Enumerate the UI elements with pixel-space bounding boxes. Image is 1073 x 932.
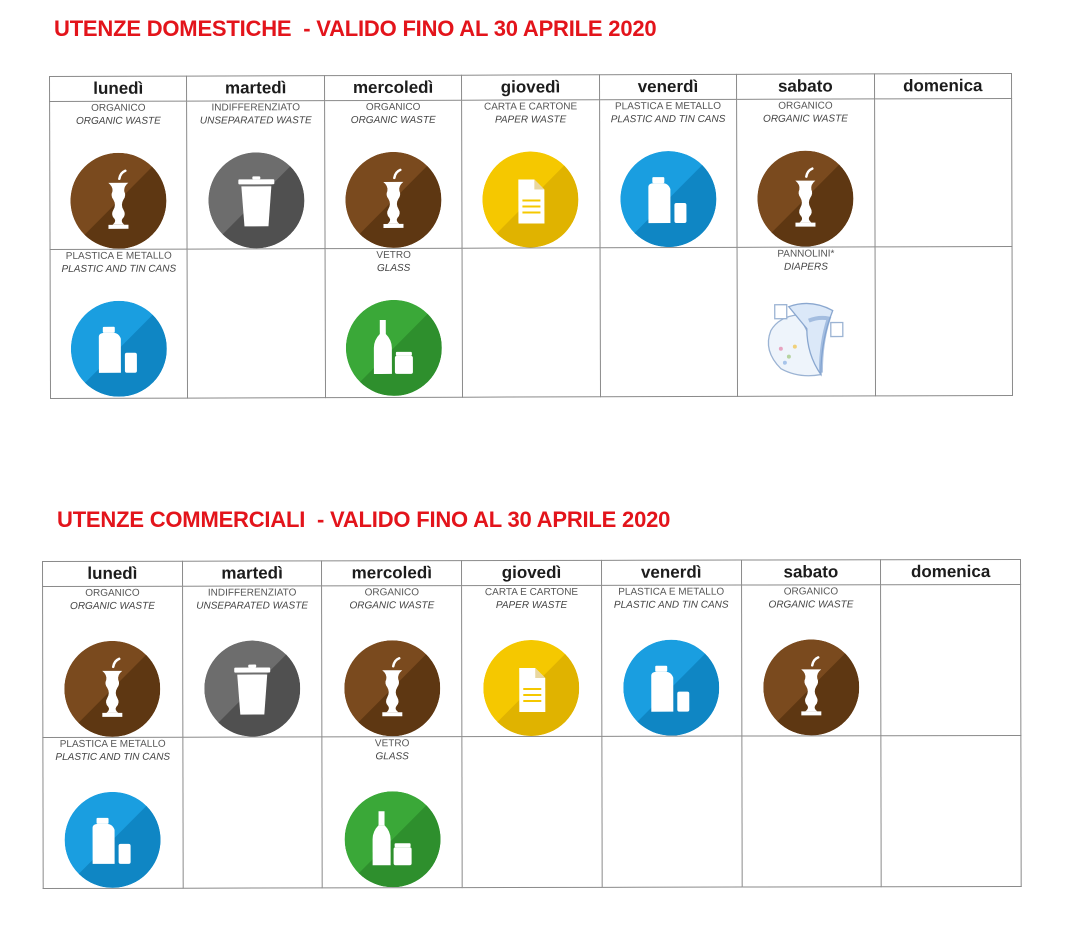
header-row <box>50 73 1012 101</box>
schedule-table-commercial <box>42 559 1022 889</box>
waste-label-en: ORGANIC WASTE <box>70 600 155 612</box>
section-title-domestic: UTENZE DOMESTICHE - VALIDO FINO AL 30 APRILE 2020 <box>54 16 657 41</box>
collection-cell-plastic <box>601 585 741 736</box>
waste-label-en: ORGANIC WASTE <box>75 115 161 127</box>
waste-label-it: VETRO <box>376 249 411 261</box>
waste-label-en: ORGANIC WASTE <box>768 599 854 611</box>
trash-bin-icon <box>204 640 300 736</box>
day-header: sabato <box>737 74 874 99</box>
waste-label-en: PLASTIC AND TIN CANS <box>610 113 726 126</box>
waste-label-en: GLASS <box>376 262 411 274</box>
header-row <box>43 559 1021 586</box>
apple-core-icon <box>345 152 441 248</box>
schedule-row <box>50 246 1012 398</box>
empty-cell <box>602 736 742 887</box>
waste-label-it: ORGANICO <box>778 100 833 112</box>
empty-cell <box>462 736 602 887</box>
empty-cell <box>881 735 1021 886</box>
waste-label-en: PAPER WASTE <box>494 114 567 126</box>
apple-core-icon <box>70 153 166 249</box>
waste-label-it: PLASTICA E METALLO <box>614 100 721 113</box>
empty-cell <box>183 737 323 888</box>
empty-cell <box>741 736 881 887</box>
apple-core-icon <box>763 639 859 735</box>
glass-bottle-jar-icon <box>344 791 440 887</box>
day-header: lunedì <box>43 561 183 586</box>
diaper-icon <box>738 290 875 380</box>
day-header: domenica <box>874 73 1012 98</box>
apple-core-icon <box>65 641 161 737</box>
day-header: lunedì <box>50 76 187 101</box>
waste-label-en: PAPER WASTE <box>495 599 568 612</box>
apple-core-icon <box>344 640 440 736</box>
waste-label-en: ORGANIC WASTE <box>349 600 435 612</box>
schedule-row <box>50 98 1012 249</box>
schedule-row <box>43 584 1021 737</box>
waste-label-it: PLASTICA E METALLO <box>59 738 166 750</box>
waste-label-it: VETRO <box>374 738 410 750</box>
collection-cell-plastic <box>50 249 188 398</box>
day-header: giovedì <box>462 75 599 100</box>
waste-label-it: ORGANICO <box>365 101 421 114</box>
collection-cell-organic <box>50 101 188 249</box>
paper-document-icon <box>483 151 579 247</box>
glass-bottle-jar-icon <box>346 300 442 396</box>
schedule-table-domestic <box>49 73 1013 399</box>
collection-cell-organic <box>737 99 875 247</box>
collection-cell-paper <box>462 100 600 248</box>
waste-label-it: ORGANICO <box>85 587 140 599</box>
waste-label-it: ORGANICO <box>91 102 146 114</box>
bottle-and-can-icon <box>620 151 716 247</box>
apple-core-icon <box>758 150 854 246</box>
section-title-commercial: UTENZE COMMERCIALI - VALIDO FINO AL 30 APRILE 2020 <box>57 507 671 532</box>
waste-label-en: ORGANIC WASTE <box>350 114 436 127</box>
collection-cell-unseparated <box>182 586 322 737</box>
empty-cell <box>881 584 1021 735</box>
waste-label-en: PLASTIC AND TIN CANS <box>613 599 729 611</box>
collection-cell-organic <box>324 100 462 248</box>
waste-label-it: PLASTICA E METALLO <box>618 586 725 598</box>
day-header: giovedì <box>462 560 602 585</box>
bottle-and-can-icon <box>71 301 167 397</box>
waste-label-it: CARTA E CARTONE <box>484 586 579 599</box>
waste-label-en: DIAPERS <box>783 261 828 273</box>
collection-cell-diapers <box>737 247 875 396</box>
day-header: mercoledì <box>322 561 462 586</box>
empty-cell <box>875 246 1013 395</box>
empty-cell <box>600 247 738 396</box>
collection-cell-glass <box>322 737 462 888</box>
bottle-and-can-icon <box>623 640 719 736</box>
waste-label-en: PLASTIC AND TIN CANS <box>61 263 177 275</box>
waste-label-en: ORGANIC WASTE <box>763 113 848 125</box>
collection-cell-plastic <box>43 737 183 888</box>
collection-cell-unseparated <box>187 101 325 249</box>
day-header: sabato <box>741 560 881 585</box>
day-header: mercoledì <box>324 75 461 100</box>
empty-cell <box>462 248 600 397</box>
collection-cell-organic <box>322 586 462 737</box>
bottle-and-can-icon <box>65 792 161 888</box>
empty-cell <box>187 249 325 398</box>
waste-label-it: PLASTICA E METALLO <box>65 250 172 262</box>
day-header: venerdì <box>599 74 736 99</box>
collection-cell-glass <box>325 248 463 397</box>
waste-label-it: ORGANICO <box>783 586 839 598</box>
day-header: venerdì <box>601 560 741 585</box>
waste-label-en: PLASTIC AND TIN CANS <box>55 751 171 763</box>
day-header: martedì <box>187 76 324 101</box>
waste-label-en: UNSEPARATED WASTE <box>199 115 312 127</box>
waste-label-it: ORGANICO <box>364 587 420 599</box>
schedule-row <box>43 735 1021 888</box>
waste-label-it: CARTA E CARTONE <box>483 101 578 113</box>
trash-bin-icon <box>208 152 304 248</box>
waste-label-it: INDIFFERENZIATO <box>207 587 297 599</box>
paper-document-icon <box>484 640 580 736</box>
collection-cell-paper <box>462 585 602 736</box>
collection-cell-organic <box>741 585 881 736</box>
empty-cell <box>874 98 1012 246</box>
waste-label-it: INDIFFERENZIATO <box>211 102 301 114</box>
waste-label-en: UNSEPARATED WASTE <box>196 600 308 612</box>
waste-label-it: PANNOLINI* <box>777 248 835 260</box>
collection-cell-organic <box>43 586 183 737</box>
day-header: martedì <box>182 561 322 586</box>
waste-label-en: GLASS <box>375 751 409 763</box>
day-header: domenica <box>881 559 1021 584</box>
collection-cell-plastic <box>599 99 737 247</box>
